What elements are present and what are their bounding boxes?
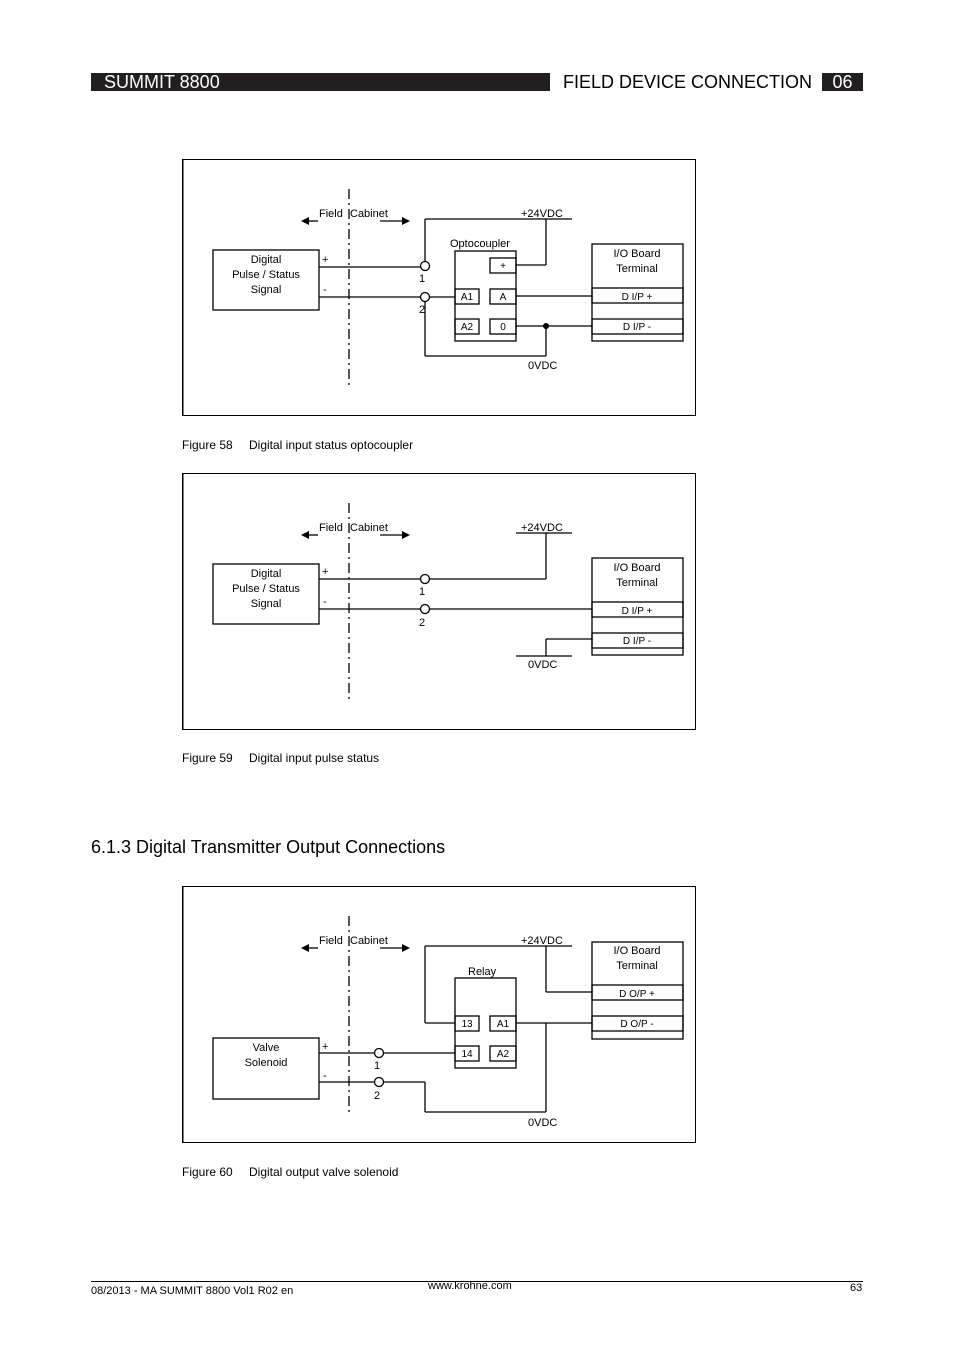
terminal-1: 1 xyxy=(419,273,426,285)
label-ground: 0VDC xyxy=(528,659,558,671)
pin-13: 13 xyxy=(461,1019,473,1030)
product-title: SUMMIT 8800 xyxy=(104,72,220,92)
label-minus: - xyxy=(323,596,327,608)
terminal-1: 1 xyxy=(374,1060,381,1072)
figure-58-caption xyxy=(182,438,413,452)
figure-number: Figure 59 xyxy=(182,751,233,765)
dip-minus: D I/P - xyxy=(622,636,652,647)
pin-0: 0 xyxy=(500,322,506,333)
io-board-line-1: I/O Board xyxy=(613,945,661,957)
label-ground: 0VDC xyxy=(528,360,558,372)
figure-60-diagram xyxy=(182,886,697,1144)
label-cabinet: Cabinet xyxy=(350,208,388,220)
label-supply: +24VDC xyxy=(521,935,563,947)
figure-number: Figure 60 xyxy=(182,1165,233,1179)
pin-a1: A1 xyxy=(496,1019,510,1030)
label-relay: Relay xyxy=(468,966,497,978)
valve-line-1: Valve xyxy=(252,1042,280,1054)
page-number: 63 xyxy=(850,1282,863,1294)
footer-url[interactable]: www.krohne.com xyxy=(428,1280,512,1292)
signal-line-1: Digital xyxy=(250,254,282,266)
pulse-status-wiring-diagram xyxy=(182,473,697,731)
label-plus: + xyxy=(322,254,329,266)
figure-caption-text: Digital input pulse status xyxy=(249,751,380,765)
pin-a2: A2 xyxy=(460,322,474,333)
dip-minus: D I/P - xyxy=(622,322,652,333)
label-cabinet: Cabinet xyxy=(350,522,388,534)
signal-line-3: Signal xyxy=(250,284,282,296)
io-board-line-2: Terminal xyxy=(616,960,658,972)
terminal-1: 1 xyxy=(419,586,426,598)
label-field: Field xyxy=(319,935,343,947)
section-header: FIELD DEVICE CONNECTION xyxy=(563,72,813,92)
footer-document-id: 08/2013 - MA SUMMIT 8800 Vol1 R02 en xyxy=(91,1285,294,1297)
label-ground: 0VDC xyxy=(528,1117,558,1129)
io-board-line-2: Terminal xyxy=(616,577,658,589)
pin-a1: A1 xyxy=(460,292,474,303)
terminal-2: 2 xyxy=(419,617,426,629)
signal-line-3: Signal xyxy=(250,598,282,610)
figure-number: Figure 58 xyxy=(182,438,233,452)
pin-plus: + xyxy=(500,261,506,272)
io-board-line-1: I/O Board xyxy=(613,562,661,574)
label-field: Field xyxy=(319,208,343,220)
io-board-line-1: I/O Board xyxy=(613,248,661,260)
figure-caption-text: Digital output valve solenoid xyxy=(249,1165,399,1179)
dip-plus: D I/P + xyxy=(621,606,653,617)
label-plus: + xyxy=(322,1041,329,1053)
optocoupler-wiring-diagram xyxy=(182,159,697,417)
valve-line-2: Solenoid xyxy=(244,1057,288,1069)
io-board-line-2: Terminal xyxy=(616,263,658,275)
signal-line-1: Digital xyxy=(250,568,282,580)
dop-plus: D O/P + xyxy=(619,989,655,1000)
figure-60-caption xyxy=(182,1165,398,1179)
label-minus: - xyxy=(323,1070,327,1082)
label-optocoupler: Optocoupler xyxy=(450,238,510,250)
label-field: Field xyxy=(319,522,343,534)
terminal-2: 2 xyxy=(374,1090,381,1102)
dip-plus: D I/P + xyxy=(621,292,653,303)
signal-line-2: Pulse / Status xyxy=(232,583,300,595)
dop-minus: D O/P - xyxy=(620,1019,654,1030)
pin-a: A xyxy=(499,292,507,303)
chapter-number: 06 xyxy=(832,72,853,92)
terminal-2: 2 xyxy=(419,304,426,316)
signal-line-2: Pulse / Status xyxy=(232,269,300,281)
pin-14: 14 xyxy=(461,1049,473,1060)
figure-59-caption xyxy=(182,751,379,765)
pin-a2: A2 xyxy=(496,1049,510,1060)
label-plus: + xyxy=(322,566,329,578)
label-supply: +24VDC xyxy=(521,522,563,534)
label-supply: +24VDC xyxy=(521,208,563,220)
label-minus: - xyxy=(323,284,327,296)
label-cabinet: Cabinet xyxy=(350,935,388,947)
figure-58-diagram xyxy=(182,159,697,417)
figure-59-diagram xyxy=(182,473,697,731)
figure-caption-text: Digital input status optocoupler xyxy=(249,438,414,452)
section-title: 6.1.3 Digital Transmitter Output Connections xyxy=(91,837,446,857)
valve-solenoid-wiring-diagram xyxy=(182,886,697,1144)
